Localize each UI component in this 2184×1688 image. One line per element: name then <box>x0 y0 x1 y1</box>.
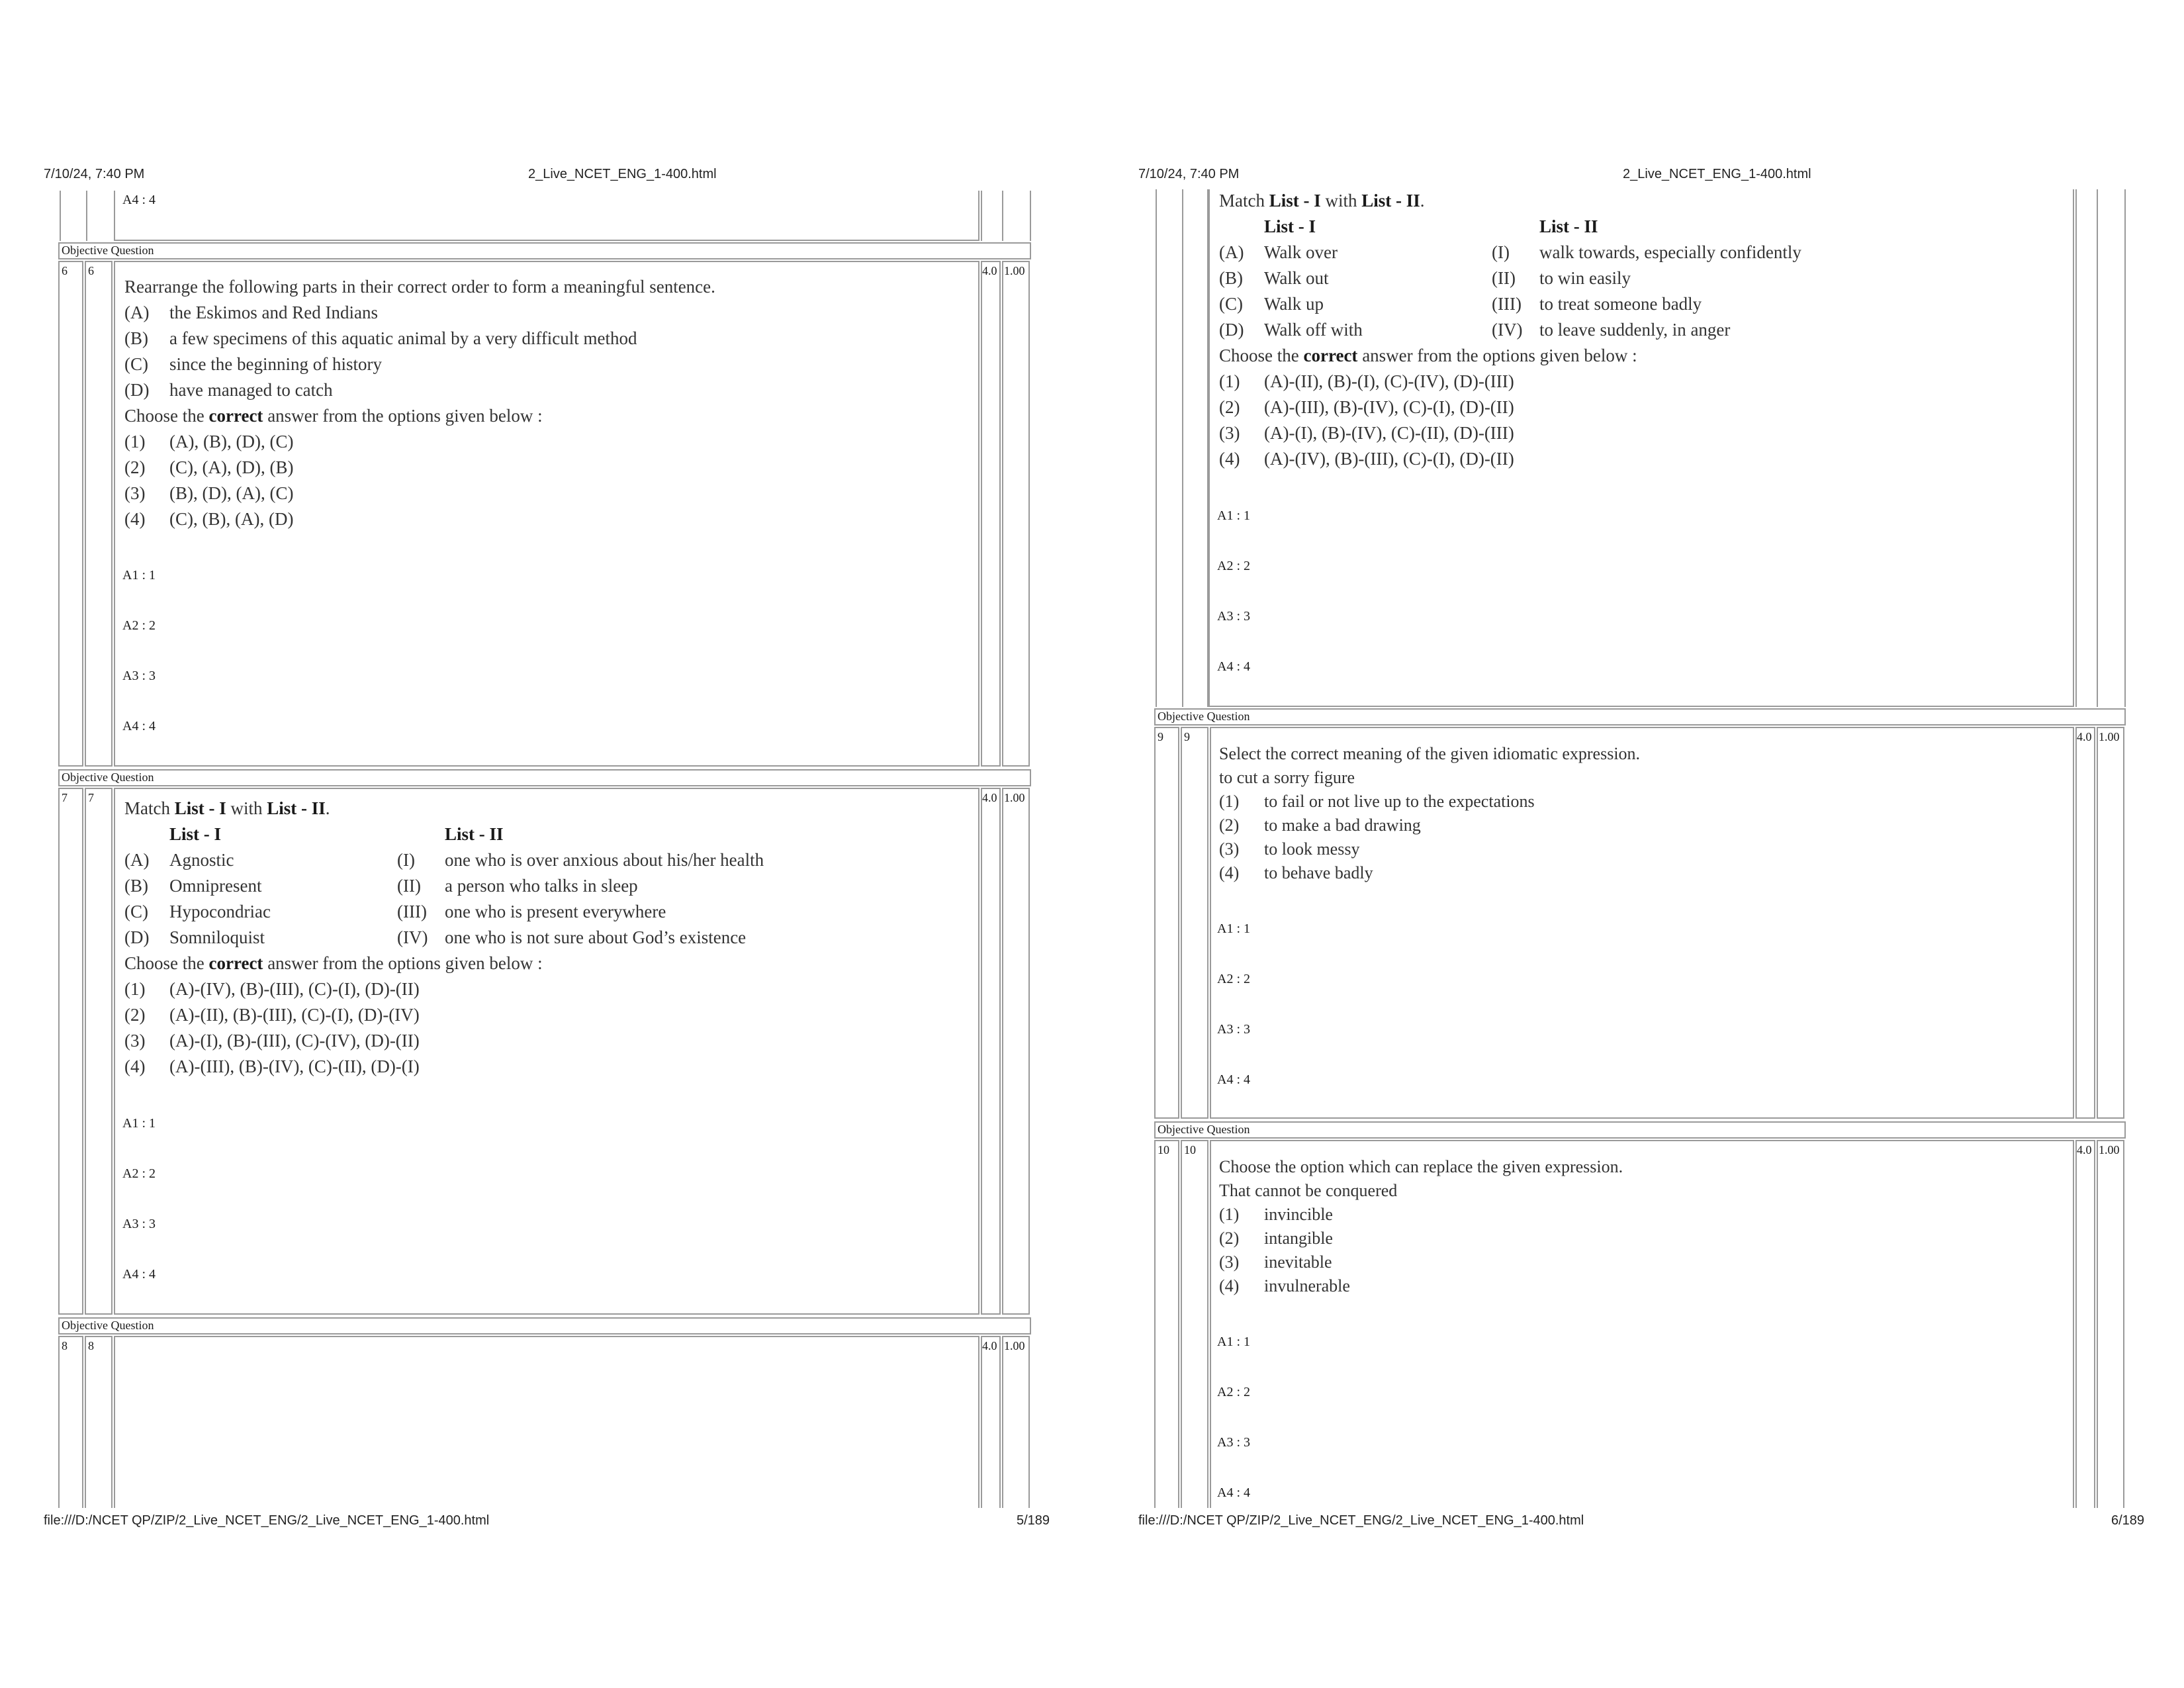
intro-text: . <box>1420 191 1425 211</box>
marks-cell <box>981 1336 1001 1508</box>
option-key: (2) <box>1219 1229 1240 1248</box>
negative-cell <box>1002 261 1030 767</box>
grid-line <box>2097 189 2098 707</box>
option-key: (2) <box>1219 816 1240 835</box>
header-datetime: 7/10/24, 7:40 PM <box>1138 167 1240 181</box>
option-key: (4) <box>1219 449 1240 469</box>
intro-bold: List - I <box>1269 191 1321 211</box>
section-label-box <box>58 242 1031 259</box>
option-text: (C), (B), (A), (D) <box>169 509 294 529</box>
marks: 4.0 <box>982 791 997 804</box>
row-roman: (II) <box>397 876 421 896</box>
part-key: (C) <box>124 354 148 374</box>
answer-a2: A2 : 2 <box>1217 1385 1250 1399</box>
intro-bold: List - II <box>267 798 326 818</box>
negative-marks: 1.00 <box>2099 1143 2120 1156</box>
row-key: (B) <box>124 876 148 896</box>
answer-a2: A2 : 2 <box>1217 972 1250 986</box>
grid-line <box>2075 189 2077 707</box>
q-id-cell <box>85 788 113 1315</box>
question-phrase: That cannot be conquered <box>1219 1181 1398 1200</box>
answer-a3: A3 : 3 <box>1217 1435 1250 1450</box>
q-id: 9 <box>1184 730 1190 743</box>
marks: 4.0 <box>2077 730 2092 743</box>
instruction-bold: correct <box>208 406 263 426</box>
intro-text: with <box>1320 191 1362 211</box>
instruction-text: answer from the options given below : <box>263 406 543 426</box>
q-number-cell <box>1154 1140 1179 1508</box>
instruction-text: Choose the <box>124 406 209 426</box>
footer-path: file:///D:/NCET QP/ZIP/2_Live_NCET_ENG/2_Live_NCET_ENG_1-400.html <box>44 1513 490 1528</box>
row-roman: (III) <box>397 902 427 921</box>
option-text: (A)-(IV), (B)-(III), (C)-(I), (D)-(II) <box>169 979 420 999</box>
section-label-box <box>1154 708 2126 726</box>
answer-a3: A3 : 3 <box>122 1217 156 1231</box>
row-list1: Hypocondriac <box>169 902 271 921</box>
section-label-box <box>1154 1121 2126 1139</box>
instruction-text: Choose the <box>124 953 209 973</box>
question-phrase: to cut a sorry figure <box>1219 768 1355 787</box>
option-key: (3) <box>1219 1252 1240 1272</box>
instruction-bold: correct <box>1303 346 1358 365</box>
q-number: 9 <box>1158 730 1163 743</box>
intro-text: . <box>325 798 330 818</box>
negative-marks: 1.00 <box>1004 264 1025 277</box>
negative-cell <box>2097 1140 2124 1508</box>
option-key: (4) <box>1219 1276 1240 1295</box>
footer-path: file:///D:/NCET QP/ZIP/2_Live_NCET_ENG/2_Live_NCET_ENG_1-400.html <box>1138 1513 1584 1528</box>
negative-marks: 1.00 <box>1004 791 1025 804</box>
instruction-text: answer from the options given below : <box>1357 346 1637 365</box>
part-key: (A) <box>124 303 150 322</box>
header-filename: 2_Live_NCET_ENG_1-400.html <box>528 167 717 181</box>
option-key: (3) <box>1219 839 1240 859</box>
q-id: 7 <box>88 791 94 804</box>
grid-line <box>1182 189 1183 707</box>
instruction-text: answer from the options given below : <box>263 953 543 973</box>
answer-a2: A2 : 2 <box>1217 559 1250 573</box>
marks-cell <box>2075 1140 2095 1508</box>
option-text: (A)-(III), (B)-(IV), (C)-(II), (D)-(I) <box>169 1056 420 1076</box>
q-id: 6 <box>88 264 94 277</box>
q-number-cell <box>1154 727 1179 1119</box>
answer-a2: A2 : 2 <box>122 618 156 633</box>
row-list2: to leave suddenly, in anger <box>1539 320 1731 340</box>
grid-line <box>2124 189 2126 707</box>
option-text: invincible <box>1264 1205 1333 1224</box>
marks: 4.0 <box>982 264 997 277</box>
option-text: intangible <box>1264 1229 1333 1248</box>
option-text: invulnerable <box>1264 1276 1350 1295</box>
answer-a1: A1 : 1 <box>122 1116 156 1131</box>
option-key: (4) <box>124 509 146 529</box>
list1-header: List - I <box>169 824 222 844</box>
option-text: (A)-(I), (B)-(III), (C)-(IV), (D)-(II) <box>169 1031 420 1051</box>
row-list1: Walk off with <box>1264 320 1363 340</box>
list1-header: List - I <box>1264 216 1316 236</box>
row-roman: (IV) <box>1492 320 1523 340</box>
option-text: (A), (B), (D), (C) <box>169 432 294 451</box>
part-text: have managed to catch <box>169 380 333 400</box>
section-label-box <box>58 1317 1031 1335</box>
section-label: Objective Question <box>62 1319 154 1332</box>
grid-line <box>1002 191 1003 241</box>
grid-line <box>60 191 61 241</box>
section-label: Objective Question <box>62 771 154 784</box>
question-text <box>1219 1157 2066 1303</box>
q-number: 10 <box>1158 1143 1169 1156</box>
question-text <box>1219 744 2066 890</box>
answer-a3: A3 : 3 <box>1217 609 1250 624</box>
row-key: (A) <box>124 850 150 870</box>
q-id: 8 <box>88 1339 94 1352</box>
option-text: to look messy <box>1264 839 1360 859</box>
question-stem: Rearrange the following parts in their correct order to form a meaningful sentence. <box>124 277 715 297</box>
row-list1: Walk over <box>1264 242 1338 262</box>
part-text: a few specimens of this aquatic animal by a very difficult method <box>169 328 637 348</box>
q-id: 10 <box>1184 1143 1196 1156</box>
grid-line <box>1030 191 1031 241</box>
section-label-box <box>58 769 1031 786</box>
option-text: (B), (D), (A), (C) <box>169 483 294 503</box>
question-text <box>124 277 972 541</box>
intro-text: Match <box>1219 191 1269 211</box>
row-list2: one who is not sure about God’s existence <box>445 927 747 947</box>
section-label: Objective Question <box>1158 1123 1250 1136</box>
q-number: 7 <box>62 791 68 804</box>
row-roman: (I) <box>397 850 415 870</box>
section-label: Objective Question <box>1158 710 1250 723</box>
q-id-cell <box>85 1336 113 1508</box>
option-text: (A)-(III), (B)-(IV), (C)-(I), (D)-(II) <box>1264 397 1514 417</box>
option-key: (3) <box>124 483 146 503</box>
negative-marks: 1.00 <box>2099 730 2120 743</box>
option-key: (3) <box>1219 423 1240 443</box>
intro-text: Match <box>124 798 175 818</box>
header-datetime: 7/10/24, 7:40 PM <box>44 167 145 181</box>
option-key: (1) <box>124 979 146 999</box>
instruction-text: Choose the <box>1219 346 1304 365</box>
option-key: (4) <box>124 1056 146 1076</box>
answer-a4: A4 : 4 <box>122 1267 156 1282</box>
instruction-bold: correct <box>208 953 263 973</box>
intro-bold: List - I <box>174 798 226 818</box>
answer-a4: A4 : 4 <box>1217 659 1250 674</box>
row-list2: one who is over anxious about his/her health <box>445 850 764 870</box>
question-text <box>1219 191 2066 469</box>
grid-line <box>86 191 87 241</box>
row-key: (D) <box>1219 320 1244 340</box>
row-list2: to win easily <box>1539 268 1631 288</box>
option-key: (1) <box>1219 792 1240 811</box>
row-list2: to treat someone badly <box>1539 294 1702 314</box>
negative-marks: 1.00 <box>1004 1339 1025 1352</box>
part-key: (B) <box>124 328 148 348</box>
row-list1: Somniloquist <box>169 927 265 947</box>
option-text: inevitable <box>1264 1252 1332 1272</box>
q-number-cell <box>58 261 83 767</box>
question-stem: Select the correct meaning of the given idiomatic expression. <box>1219 744 1641 763</box>
q-number: 6 <box>62 264 68 277</box>
list2-header: List - II <box>1539 216 1598 236</box>
option-key: (2) <box>124 1005 146 1025</box>
answer-a4: A4 : 4 <box>1217 1485 1250 1500</box>
answer-a3: A3 : 3 <box>122 669 156 683</box>
row-key: (C) <box>124 902 148 921</box>
negative-cell <box>1002 788 1030 1315</box>
option-key: (2) <box>124 457 146 477</box>
option-key: (2) <box>1219 397 1240 417</box>
answer-a3: A3 : 3 <box>1217 1022 1250 1037</box>
answer-a4: A4 : 4 <box>122 193 156 207</box>
footer-page-number: 5/189 <box>1017 1513 1050 1528</box>
option-text: (A)-(I), (B)-(IV), (C)-(II), (D)-(III) <box>1264 423 1514 443</box>
q-id-cell <box>85 261 113 767</box>
question-body <box>114 1336 979 1508</box>
intro-text: with <box>226 798 267 818</box>
marks-cell <box>2075 727 2095 1119</box>
answer-a1: A1 : 1 <box>1217 508 1250 523</box>
part-key: (D) <box>124 380 150 400</box>
option-key: (1) <box>1219 1205 1240 1224</box>
option-text: to make a bad drawing <box>1264 816 1421 835</box>
row-list2: one who is present everywhere <box>445 902 666 921</box>
grid-line <box>1156 189 1157 707</box>
answer-a1: A1 : 1 <box>1217 921 1250 936</box>
row-roman: (IV) <box>397 927 428 947</box>
answer-a4: A4 : 4 <box>1217 1072 1250 1087</box>
option-text: (A)-(IV), (B)-(III), (C)-(I), (D)-(II) <box>1264 449 1514 469</box>
option-text: to fail or not live up to the expectations <box>1264 792 1535 811</box>
option-key: (1) <box>1219 371 1240 391</box>
q-number-cell <box>58 788 83 1315</box>
option-text: (C), (A), (D), (B) <box>169 457 294 477</box>
negative-cell <box>1002 1336 1030 1508</box>
option-text: (A)-(II), (B)-(I), (C)-(IV), (D)-(III) <box>1264 371 1514 391</box>
marks: 4.0 <box>982 1339 997 1352</box>
marks: 4.0 <box>2077 1143 2092 1156</box>
list2-header: List - II <box>445 824 504 844</box>
part-text: the Eskimos and Red Indians <box>169 303 378 322</box>
row-list1: Walk up <box>1264 294 1324 314</box>
section-label: Objective Question <box>62 244 154 257</box>
option-key: (1) <box>124 432 146 451</box>
row-key: (D) <box>124 927 150 947</box>
row-list1: Omnipresent <box>169 876 262 896</box>
option-key: (4) <box>1219 863 1240 882</box>
question-stem: Choose the option which can replace the given expression. <box>1219 1157 1623 1176</box>
row-list2: a person who talks in sleep <box>445 876 638 896</box>
option-key: (3) <box>124 1031 146 1051</box>
option-text: (A)-(II), (B)-(III), (C)-(I), (D)-(IV) <box>169 1005 420 1025</box>
marks-cell <box>981 788 1001 1315</box>
answer-a1: A1 : 1 <box>122 568 156 583</box>
answer-a2: A2 : 2 <box>122 1166 156 1181</box>
answer-a1: A1 : 1 <box>1217 1335 1250 1349</box>
intro-bold: List - II <box>1361 191 1420 211</box>
header-filename: 2_Live_NCET_ENG_1-400.html <box>1623 167 1811 181</box>
q-id-cell <box>1181 727 1208 1119</box>
row-roman: (III) <box>1492 294 1522 314</box>
grid-line <box>981 191 982 241</box>
q-number: 8 <box>62 1339 68 1352</box>
right-page <box>1092 0 2184 1688</box>
row-list2: walk towards, especially confidently <box>1539 242 1801 262</box>
question-text <box>124 798 972 1076</box>
part-text: since the beginning of history <box>169 354 382 374</box>
marks-cell <box>981 261 1001 767</box>
row-list1: Walk out <box>1264 268 1329 288</box>
row-roman: (II) <box>1492 268 1516 288</box>
row-list1: Agnostic <box>169 850 234 870</box>
footer-page-number: 6/189 <box>2111 1513 2145 1528</box>
q-number-cell <box>58 1336 83 1508</box>
negative-cell <box>2097 727 2124 1119</box>
carry-content-cell <box>114 191 979 241</box>
row-roman: (I) <box>1492 242 1510 262</box>
answer-a4: A4 : 4 <box>122 719 156 733</box>
option-text: to behave badly <box>1264 863 1373 882</box>
row-key: (C) <box>1219 294 1243 314</box>
row-key: (A) <box>1219 242 1244 262</box>
q-id-cell <box>1181 1140 1208 1508</box>
row-key: (B) <box>1219 268 1243 288</box>
